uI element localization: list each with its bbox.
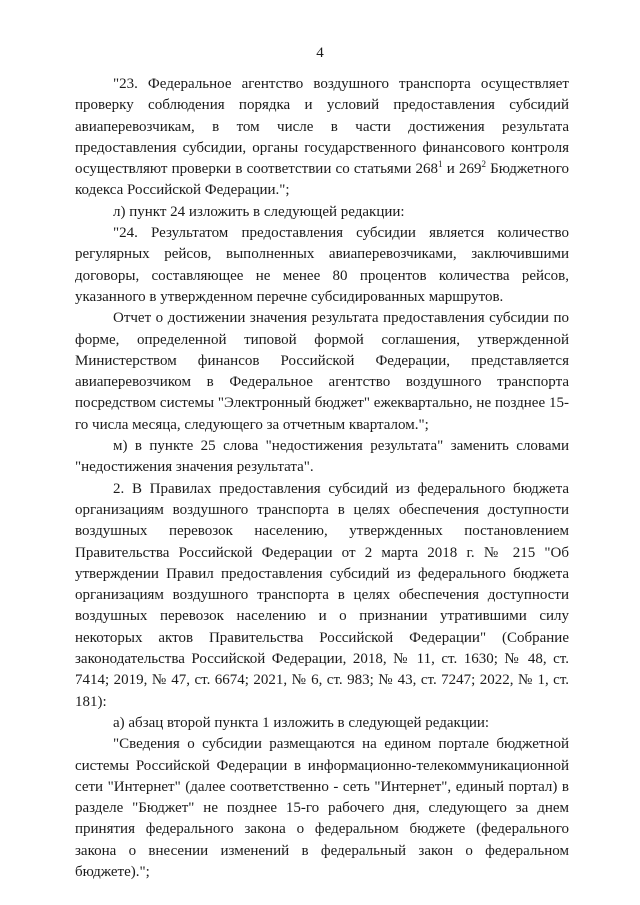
paragraph-23-text: "23. Федеральное агентство воздушного транспорта осуществляет проверку соблюдения порядка и условий предоставления субсидий авиаперевозчикам, в том числе в части достижения результата предоставления субсидии, органы государственного финансового контроля осуществляют проверки в соответствии со статьями 268: [75, 76, 569, 178]
paragraph-24: "24. Результатом предоставления субсидии является количество регулярных рейсов, выполненных авиаперевозчиками, заключившими договоры, составляющее не менее 80 процентов количества рейсов, указанного в утвержденном перечне субсидированных маршрутов.: [75, 225, 569, 305]
paragraph-subsidy-info: "Сведения о субсидии размещаются на едином портале бюджетной системы Российской Федерации в информационно-телекоммуникационной сети "Интернет" (далее соответственно - сеть "Интернет", единый портал) в разделе "Бюджет" не позднее 15-го рабочего дня, следующего за днем принятия федерального закона о федеральном бюджете (федерального закона о внесении изменений в федеральный закон о федеральном бюджете).";: [75, 736, 569, 880]
paragraph-23-tail: Бюджетного кодекса Российской Федерации.";: [75, 161, 570, 199]
superscript-1: 1: [438, 159, 443, 170]
paragraph-section-2: 2. В Правилах предоставления субсидий из федерального бюджета организациям воздушного транспорта в целях обеспечения доступности воздушных перевозок населению, утвержденных постановлением Правительства Российской Федерации от 2 марта 2018 г. № 215 "Об утверждении Правил предоставления субсидий из федерального бюджета организациям воздушного транспорта в целях обеспечения доступности воздушных перевозок населению и о признании утратившими силу некоторых актов Правительства Российской Федерации" (Собрание законодательства Российской Федерации, 2018, № 11, ст. 1630; № 48, ст. 7414; 2019, № 47, ст. 6674; 2021, № 6, ст. 983; № 43, ст. 7247; 2022, № 1, ст. 181):: [75, 480, 569, 710]
paragraph-23-mid: и 269: [442, 161, 482, 178]
paragraph-report: Отчет о достижении значения результата предоставления субсидии по форме, определенной типовой формой соглашения, утвержденной Министерством финансов Российской Федерации, представляется авиаперевозчиком в Федеральное агентство воздушного транспорта посредством системы "Электронный бюджет" ежеквартально, не позднее 15-го числа месяца, следующего за отчетным кварталом.";: [75, 310, 569, 433]
page-number: 4: [316, 45, 324, 61]
paragraph-item-a: а) абзац второй пункта 1 изложить в следующей редакции:: [113, 714, 490, 731]
document-body: [75, 74, 569, 883]
paragraph-23: [75, 74, 569, 202]
paragraph-item-l: л) пункт 24 изложить в следующей редакции:: [113, 203, 405, 220]
superscript-2: 2: [481, 159, 486, 170]
paragraph-item-m: м) в пункте 25 слова "недостижения результата" заменить словами "недостижения значения результата".: [75, 438, 569, 476]
